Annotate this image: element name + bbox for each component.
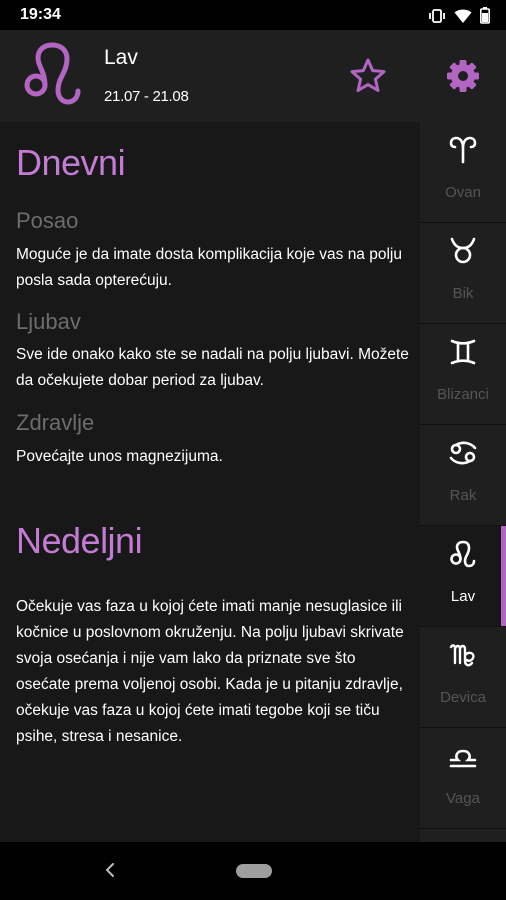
active-indicator <box>501 526 506 626</box>
home-pill[interactable] <box>236 864 272 878</box>
love-label: Ljubav <box>16 309 81 334</box>
star-icon <box>348 56 388 96</box>
leo-icon <box>449 540 477 568</box>
sidebar-item-devica[interactable] <box>420 627 506 727</box>
sign-name: Lav <box>104 46 138 69</box>
daily-title: Dnevni <box>16 142 126 183</box>
sidebar-item-rak[interactable] <box>420 425 506 525</box>
libra-icon <box>449 742 477 770</box>
work-label: Posao <box>16 208 79 233</box>
virgo-icon <box>449 641 477 669</box>
aries-icon <box>449 136 477 164</box>
weekly-text: Očekuje vas faza u kojoj ćete imati manje nesuglasice ili kočnice u poslovnom okruženju. Na polju ljubavi skrivate svoja osećanja i nije vam lako da priznate sve što osećate prema voljenoj osobi. Kada je u pitanju zdravlje, očekuje vas faza u kojoj ćete imati tegobe koji se tiču psihe, stresa i nesanice. <box>16 598 404 745</box>
leo-logo-icon <box>22 42 82 106</box>
cancer-icon <box>449 439 477 467</box>
sidebar-item-label: Bik <box>452 285 474 302</box>
health-label: Zdravlje <box>16 410 95 435</box>
sidebar-item-label: Vaga <box>446 790 480 807</box>
app-header <box>0 30 506 122</box>
sidebar-item-partial[interactable] <box>420 829 506 842</box>
vibrate-icon <box>428 8 446 24</box>
wifi-icon <box>454 8 472 24</box>
status-bar <box>0 0 506 30</box>
settings-button[interactable] <box>443 56 483 96</box>
sidebar-item-ovan[interactable] <box>420 122 506 222</box>
sidebar-item-label: Rak <box>449 487 477 504</box>
weekly-title: Nedeljni <box>16 520 143 561</box>
back-chevron-icon[interactable] <box>100 860 120 880</box>
sidebar-item-bik[interactable] <box>420 223 506 323</box>
love-text: Sve ide onako kako ste se nadali na polju ljubavi. Možete da očekujete dobar period za ljubav. <box>16 346 409 389</box>
horoscope-content[interactable] <box>0 122 420 842</box>
sidebar-item-label: Ovan <box>445 184 481 201</box>
taurus-icon <box>449 237 477 265</box>
status-time: 19:34 <box>20 6 61 23</box>
sidebar-item-label: Lav <box>450 588 476 605</box>
sidebar-item-vaga[interactable] <box>420 728 506 828</box>
sidebar-item-label: Devica <box>440 689 486 706</box>
zodiac-sidebar[interactable] <box>420 122 506 842</box>
system-nav-bar <box>0 842 506 900</box>
sidebar-item-label: Blizanci <box>437 386 489 403</box>
sidebar-item-blizanci[interactable] <box>420 324 506 424</box>
sign-dates: 21.07 - 21.08 <box>104 88 189 105</box>
sidebar-item-lav[interactable] <box>420 526 506 626</box>
health-text: Povećajte unos magnezijuma. <box>16 448 223 465</box>
gear-icon <box>443 56 483 96</box>
status-icons <box>428 7 490 24</box>
gemini-icon <box>449 338 477 366</box>
work-text: Moguće je da imate dosta komplikacija koje vas na polju posla sada opterećuju. <box>16 246 402 289</box>
battery-icon <box>480 7 490 24</box>
favorite-button[interactable] <box>348 56 388 96</box>
